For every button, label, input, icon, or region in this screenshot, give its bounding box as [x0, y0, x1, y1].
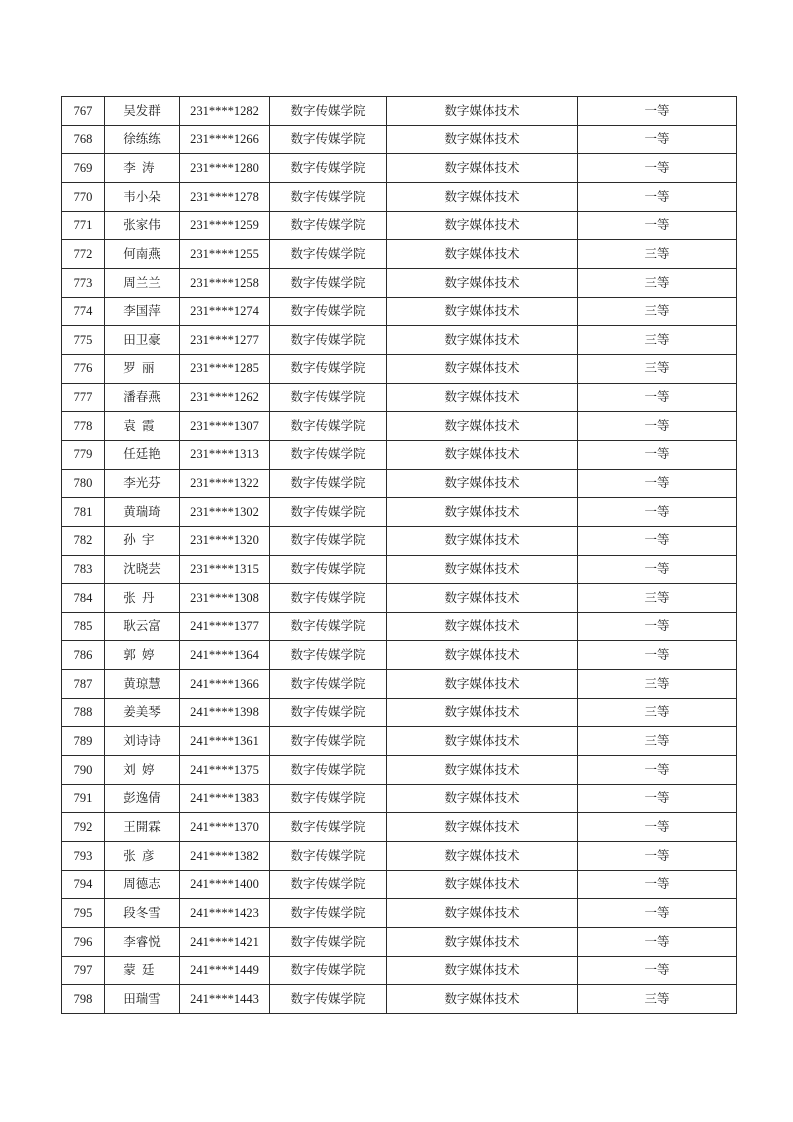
table-row [62, 125, 737, 154]
cell-no: 767 [62, 97, 105, 126]
cell-student-id: 231****1302 [180, 498, 270, 527]
award-table-body [62, 97, 737, 1014]
cell-major: 数字媒体技术 [387, 584, 578, 613]
cell-award: 三等 [578, 698, 737, 727]
table-row [62, 268, 737, 297]
cell-college: 数字传媒学院 [270, 469, 387, 498]
table-row [62, 584, 737, 613]
cell-student-id: 231****1322 [180, 469, 270, 498]
table-row [62, 297, 737, 326]
cell-student-id: 231****1308 [180, 584, 270, 613]
cell-college: 数字传媒学院 [270, 297, 387, 326]
table-row [62, 440, 737, 469]
cell-student-id: 231****1255 [180, 240, 270, 269]
cell-no: 779 [62, 440, 105, 469]
table-row [62, 354, 737, 383]
cell-college: 数字传媒学院 [270, 268, 387, 297]
table-row [62, 698, 737, 727]
cell-student-id: 231****1315 [180, 555, 270, 584]
cell-no: 769 [62, 154, 105, 183]
table-row [62, 555, 737, 584]
cell-college: 数字传媒学院 [270, 354, 387, 383]
cell-award: 一等 [578, 526, 737, 555]
cell-student-id: 241****1421 [180, 928, 270, 957]
cell-no: 780 [62, 469, 105, 498]
cell-student-id: 231****1313 [180, 440, 270, 469]
cell-major: 数字媒体技术 [387, 182, 578, 211]
cell-name: 黄琼慧 [105, 670, 180, 699]
cell-name: 何南燕 [105, 240, 180, 269]
cell-no: 784 [62, 584, 105, 613]
cell-college: 数字传媒学院 [270, 956, 387, 985]
cell-major: 数字媒体技术 [387, 842, 578, 871]
cell-college: 数字传媒学院 [270, 985, 387, 1014]
cell-major: 数字媒体技术 [387, 354, 578, 383]
cell-name: 李涛 [105, 154, 180, 183]
cell-award: 三等 [578, 297, 737, 326]
cell-award: 一等 [578, 412, 737, 441]
cell-no: 795 [62, 899, 105, 928]
cell-no: 796 [62, 928, 105, 957]
cell-major: 数字媒体技术 [387, 784, 578, 813]
cell-name: 田卫豪 [105, 326, 180, 355]
cell-award: 三等 [578, 354, 737, 383]
cell-student-id: 241****1377 [180, 612, 270, 641]
award-table [61, 96, 737, 1014]
cell-student-id: 241****1364 [180, 641, 270, 670]
cell-name: 徐练练 [105, 125, 180, 154]
table-row [62, 842, 737, 871]
cell-student-id: 241****1423 [180, 899, 270, 928]
cell-name: 任廷艳 [105, 440, 180, 469]
cell-no: 778 [62, 412, 105, 441]
cell-name: 黄瑞琦 [105, 498, 180, 527]
cell-no: 781 [62, 498, 105, 527]
cell-student-id: 231****1278 [180, 182, 270, 211]
cell-college: 数字传媒学院 [270, 756, 387, 785]
cell-name: 张丹 [105, 584, 180, 613]
cell-student-id: 241****1443 [180, 985, 270, 1014]
cell-major: 数字媒体技术 [387, 440, 578, 469]
cell-major: 数字媒体技术 [387, 97, 578, 126]
table-row [62, 956, 737, 985]
cell-award: 一等 [578, 870, 737, 899]
cell-name: 郭婷 [105, 641, 180, 670]
cell-student-id: 241****1383 [180, 784, 270, 813]
cell-no: 794 [62, 870, 105, 899]
cell-college: 数字传媒学院 [270, 412, 387, 441]
cell-no: 770 [62, 182, 105, 211]
table-row [62, 870, 737, 899]
cell-award: 一等 [578, 899, 737, 928]
cell-award: 三等 [578, 240, 737, 269]
cell-student-id: 231****1285 [180, 354, 270, 383]
cell-major: 数字媒体技术 [387, 899, 578, 928]
cell-award: 一等 [578, 612, 737, 641]
table-row [62, 813, 737, 842]
cell-college: 数字传媒学院 [270, 326, 387, 355]
cell-name: 王開霖 [105, 813, 180, 842]
cell-major: 数字媒体技术 [387, 727, 578, 756]
cell-award: 一等 [578, 756, 737, 785]
cell-college: 数字传媒学院 [270, 211, 387, 240]
cell-major: 数字媒体技术 [387, 326, 578, 355]
cell-college: 数字传媒学院 [270, 727, 387, 756]
cell-student-id: 231****1282 [180, 97, 270, 126]
table-row [62, 154, 737, 183]
table-row [62, 412, 737, 441]
cell-student-id: 231****1280 [180, 154, 270, 183]
cell-no: 776 [62, 354, 105, 383]
cell-college: 数字传媒学院 [270, 928, 387, 957]
cell-name: 李国萍 [105, 297, 180, 326]
cell-award: 三等 [578, 584, 737, 613]
cell-name: 罗丽 [105, 354, 180, 383]
cell-no: 773 [62, 268, 105, 297]
cell-name: 潘春燕 [105, 383, 180, 412]
cell-major: 数字媒体技术 [387, 240, 578, 269]
cell-major: 数字媒体技术 [387, 612, 578, 641]
cell-no: 792 [62, 813, 105, 842]
cell-major: 数字媒体技术 [387, 670, 578, 699]
cell-no: 777 [62, 383, 105, 412]
cell-no: 793 [62, 842, 105, 871]
cell-award: 一等 [578, 842, 737, 871]
table-row [62, 469, 737, 498]
cell-major: 数字媒体技术 [387, 956, 578, 985]
cell-name: 袁霞 [105, 412, 180, 441]
cell-name: 周兰兰 [105, 268, 180, 297]
cell-no: 775 [62, 326, 105, 355]
cell-name: 李睿悦 [105, 928, 180, 957]
cell-name: 耿云富 [105, 612, 180, 641]
cell-college: 数字传媒学院 [270, 870, 387, 899]
cell-award: 一等 [578, 125, 737, 154]
cell-college: 数字传媒学院 [270, 125, 387, 154]
cell-name: 张家伟 [105, 211, 180, 240]
cell-award: 一等 [578, 211, 737, 240]
cell-college: 数字传媒学院 [270, 555, 387, 584]
cell-name: 刘婷 [105, 756, 180, 785]
cell-student-id: 231****1258 [180, 268, 270, 297]
cell-major: 数字媒体技术 [387, 870, 578, 899]
cell-college: 数字传媒学院 [270, 842, 387, 871]
cell-name: 吴发群 [105, 97, 180, 126]
cell-student-id: 241****1382 [180, 842, 270, 871]
cell-award: 一等 [578, 182, 737, 211]
cell-major: 数字媒体技术 [387, 526, 578, 555]
table-row [62, 498, 737, 527]
cell-no: 786 [62, 641, 105, 670]
table-row [62, 211, 737, 240]
cell-name: 蒙廷 [105, 956, 180, 985]
cell-name: 段冬雪 [105, 899, 180, 928]
cell-name: 韦小朵 [105, 182, 180, 211]
table-row [62, 383, 737, 412]
cell-no: 771 [62, 211, 105, 240]
cell-no: 798 [62, 985, 105, 1014]
table-row [62, 182, 737, 211]
cell-major: 数字媒体技术 [387, 268, 578, 297]
cell-student-id: 231****1307 [180, 412, 270, 441]
cell-major: 数字媒体技术 [387, 469, 578, 498]
cell-award: 一等 [578, 440, 737, 469]
cell-student-id: 241****1366 [180, 670, 270, 699]
cell-no: 790 [62, 756, 105, 785]
cell-major: 数字媒体技术 [387, 154, 578, 183]
table-row [62, 928, 737, 957]
cell-major: 数字媒体技术 [387, 985, 578, 1014]
table-row [62, 526, 737, 555]
cell-student-id: 231****1266 [180, 125, 270, 154]
cell-no: 785 [62, 612, 105, 641]
cell-student-id: 231****1320 [180, 526, 270, 555]
cell-award: 一等 [578, 813, 737, 842]
cell-no: 768 [62, 125, 105, 154]
cell-award: 一等 [578, 469, 737, 498]
table-row [62, 641, 737, 670]
cell-major: 数字媒体技术 [387, 641, 578, 670]
cell-student-id: 231****1274 [180, 297, 270, 326]
cell-award: 一等 [578, 97, 737, 126]
cell-award: 一等 [578, 956, 737, 985]
cell-major: 数字媒体技术 [387, 125, 578, 154]
cell-award: 三等 [578, 268, 737, 297]
cell-student-id: 231****1259 [180, 211, 270, 240]
table-row [62, 899, 737, 928]
table-row [62, 612, 737, 641]
cell-no: 783 [62, 555, 105, 584]
cell-award: 一等 [578, 784, 737, 813]
cell-college: 数字传媒学院 [270, 784, 387, 813]
cell-major: 数字媒体技术 [387, 383, 578, 412]
cell-major: 数字媒体技术 [387, 813, 578, 842]
cell-no: 774 [62, 297, 105, 326]
cell-award: 一等 [578, 928, 737, 957]
cell-major: 数字媒体技术 [387, 756, 578, 785]
cell-college: 数字传媒学院 [270, 97, 387, 126]
cell-no: 791 [62, 784, 105, 813]
cell-student-id: 241****1361 [180, 727, 270, 756]
cell-college: 数字传媒学院 [270, 154, 387, 183]
cell-no: 788 [62, 698, 105, 727]
cell-college: 数字传媒学院 [270, 641, 387, 670]
cell-college: 数字传媒学院 [270, 383, 387, 412]
cell-award: 一等 [578, 154, 737, 183]
cell-student-id: 231****1277 [180, 326, 270, 355]
cell-major: 数字媒体技术 [387, 297, 578, 326]
table-row [62, 756, 737, 785]
cell-college: 数字传媒学院 [270, 440, 387, 469]
table-row [62, 326, 737, 355]
cell-college: 数字传媒学院 [270, 584, 387, 613]
cell-major: 数字媒体技术 [387, 412, 578, 441]
cell-college: 数字传媒学院 [270, 899, 387, 928]
table-row [62, 97, 737, 126]
cell-name: 田瑞雪 [105, 985, 180, 1014]
cell-student-id: 231****1262 [180, 383, 270, 412]
table-row [62, 985, 737, 1014]
cell-college: 数字传媒学院 [270, 526, 387, 555]
cell-no: 787 [62, 670, 105, 699]
cell-name: 周德志 [105, 870, 180, 899]
table-row [62, 727, 737, 756]
cell-no: 797 [62, 956, 105, 985]
cell-college: 数字传媒学院 [270, 698, 387, 727]
cell-student-id: 241****1400 [180, 870, 270, 899]
cell-college: 数字传媒学院 [270, 670, 387, 699]
cell-name: 张彦 [105, 842, 180, 871]
cell-major: 数字媒体技术 [387, 928, 578, 957]
cell-student-id: 241****1370 [180, 813, 270, 842]
table-row [62, 784, 737, 813]
cell-award: 三等 [578, 326, 737, 355]
cell-student-id: 241****1449 [180, 956, 270, 985]
cell-college: 数字传媒学院 [270, 182, 387, 211]
cell-award: 一等 [578, 498, 737, 527]
cell-award: 一等 [578, 555, 737, 584]
cell-award: 三等 [578, 985, 737, 1014]
cell-award: 一等 [578, 641, 737, 670]
cell-student-id: 241****1398 [180, 698, 270, 727]
cell-college: 数字传媒学院 [270, 612, 387, 641]
cell-no: 789 [62, 727, 105, 756]
cell-name: 彭逸倩 [105, 784, 180, 813]
cell-major: 数字媒体技术 [387, 498, 578, 527]
cell-name: 沈晓芸 [105, 555, 180, 584]
cell-name: 李光芬 [105, 469, 180, 498]
cell-no: 772 [62, 240, 105, 269]
cell-college: 数字传媒学院 [270, 813, 387, 842]
cell-award: 三等 [578, 727, 737, 756]
cell-name: 刘诗诗 [105, 727, 180, 756]
cell-major: 数字媒体技术 [387, 555, 578, 584]
cell-award: 三等 [578, 670, 737, 699]
cell-name: 孙宇 [105, 526, 180, 555]
table-row [62, 670, 737, 699]
cell-college: 数字传媒学院 [270, 498, 387, 527]
cell-award: 一等 [578, 383, 737, 412]
cell-student-id: 241****1375 [180, 756, 270, 785]
table-row [62, 240, 737, 269]
cell-major: 数字媒体技术 [387, 698, 578, 727]
cell-no: 782 [62, 526, 105, 555]
cell-name: 姜美琴 [105, 698, 180, 727]
cell-major: 数字媒体技术 [387, 211, 578, 240]
cell-college: 数字传媒学院 [270, 240, 387, 269]
